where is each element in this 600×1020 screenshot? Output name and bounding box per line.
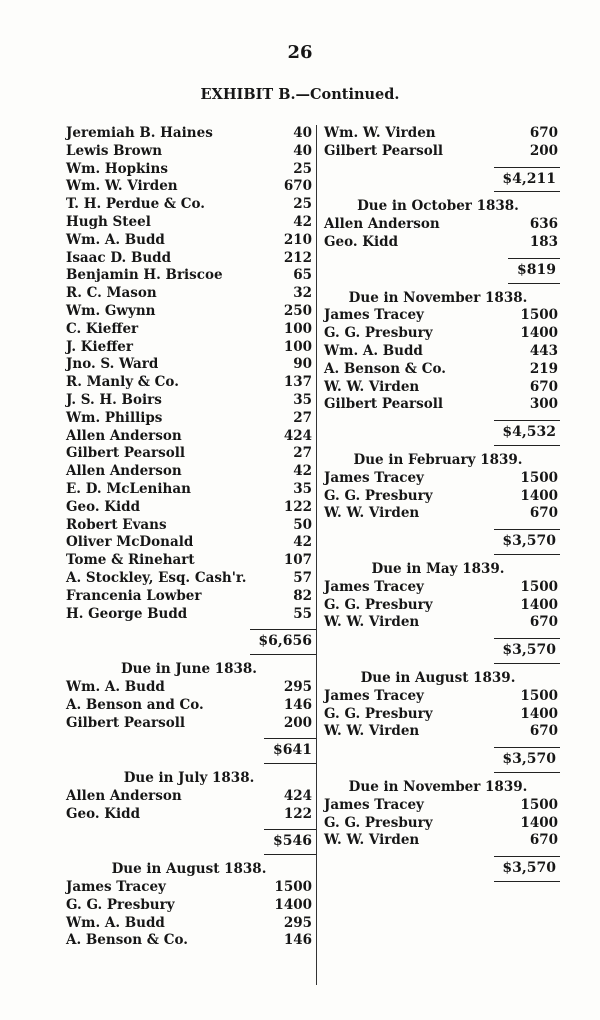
- june-1838-heading: Due in June 1838.: [120, 661, 258, 678]
- entry-amount: 200: [283, 714, 312, 731]
- entry-amount: 35: [293, 480, 312, 497]
- ledger-entry: [62, 697, 316, 715]
- ledger-entry: [316, 216, 560, 234]
- ledger-entry: [316, 234, 560, 252]
- february-1839-heading: Due in February 1839.: [353, 451, 523, 468]
- ledger-entry: [316, 343, 560, 361]
- main-total: $6,656: [62, 629, 316, 655]
- entry-name: James Tracey: [324, 307, 424, 324]
- entry-amount: 27: [293, 409, 312, 426]
- ledger-entry: [316, 470, 560, 488]
- november-1839-total: $3,570: [316, 856, 560, 882]
- entry-amount: 55: [293, 605, 312, 622]
- ledger-entry: [316, 614, 560, 632]
- ledger-entry: [316, 688, 560, 706]
- ledger-entry: [62, 161, 316, 179]
- ledger-entry: [62, 143, 316, 161]
- entry-amount: 100: [283, 338, 312, 355]
- may-1839-entries: [316, 579, 560, 632]
- entry-name: Wm. Hopkins: [66, 160, 168, 177]
- ledger-entry: [62, 178, 316, 196]
- ledger-entry: [316, 832, 560, 850]
- entry-name: C. Kieffer: [66, 320, 139, 337]
- august-1838-heading: Due in August 1838.: [111, 861, 267, 878]
- entry-amount: 1400: [520, 487, 558, 504]
- entry-name: Hugh Steel: [66, 213, 151, 230]
- october-1838-entries: [316, 216, 560, 252]
- ledger-entry: [62, 806, 316, 824]
- entry-name: Lewis Brown: [66, 142, 163, 159]
- october-1838-total: $819: [316, 258, 560, 284]
- ledger-entry: [62, 499, 316, 517]
- entry-amount: 65: [293, 267, 312, 284]
- entry-name: A. Stockley, Esq. Cash'r.: [66, 569, 247, 586]
- entry-amount: 40: [293, 125, 312, 141]
- ledger-entry: [316, 706, 560, 724]
- entry-amount: 82: [293, 587, 312, 604]
- entry-name: James Tracey: [66, 879, 166, 896]
- entry-amount: 146: [283, 696, 312, 713]
- continued-entries: [316, 125, 560, 161]
- ledger-entry: [62, 303, 316, 321]
- ledger-entry: [62, 321, 316, 339]
- ledger-entry: [316, 505, 560, 523]
- entry-name: Allen Anderson: [66, 787, 182, 804]
- entry-amount: 42: [293, 213, 312, 230]
- entry-amount: 57: [293, 569, 312, 586]
- ledger-entry: [62, 897, 316, 915]
- entry-name: J. S. H. Boirs: [66, 391, 162, 408]
- main-entries: [62, 125, 316, 623]
- exhibit-title: EXHIBIT B.—Continued.: [200, 86, 400, 103]
- ledger-entry: [316, 597, 560, 615]
- ledger-entry: [62, 125, 316, 143]
- entry-name: W. W. Virden: [324, 723, 420, 740]
- entry-name: G. G. Presbury: [66, 896, 175, 913]
- entry-amount: 443: [529, 342, 558, 359]
- may-1839-heading: Due in May 1839.: [371, 560, 505, 577]
- entry-name: Gilbert Pearsoll: [66, 714, 185, 731]
- ledger-entry: [62, 570, 316, 588]
- entry-amount: 1500: [520, 687, 558, 704]
- entry-amount: 200: [529, 142, 558, 159]
- ledger-entry: [316, 579, 560, 597]
- entry-name: Jeremiah B. Haines: [66, 125, 213, 141]
- entry-name: Gilbert Pearsoll: [66, 445, 185, 462]
- november-1838-entries: [316, 307, 560, 414]
- entry-amount: 1500: [520, 469, 558, 486]
- entry-name: W. W. Virden: [324, 378, 420, 395]
- ledger-entry: [62, 374, 316, 392]
- entry-name: A. Benson & Co.: [66, 932, 188, 949]
- entry-amount: 1400: [520, 705, 558, 722]
- ledger-entry: [62, 534, 316, 552]
- entry-name: Geo. Kidd: [66, 805, 141, 822]
- july-1838-heading: Due in July 1838.: [123, 770, 255, 787]
- entry-amount: 670: [529, 505, 558, 522]
- ledger-entry: [316, 815, 560, 833]
- entry-name: Allen Anderson: [66, 427, 182, 444]
- entry-amount: 1400: [274, 896, 312, 913]
- entry-name: Wm. Gwynn: [66, 302, 156, 319]
- ledger-entry: [316, 723, 560, 741]
- entry-name: Tome & Rinehart: [66, 552, 195, 569]
- entry-name: Geo. Kidd: [66, 498, 141, 515]
- entry-amount: 1500: [520, 796, 558, 813]
- entry-amount: 670: [529, 378, 558, 395]
- entry-name: Allen Anderson: [66, 463, 182, 480]
- ledger-entry: [316, 143, 560, 161]
- entry-name: Wm. Phillips: [66, 409, 163, 426]
- ledger-entry: [62, 392, 316, 410]
- ledger-entry: [62, 410, 316, 428]
- entry-amount: 670: [529, 614, 558, 631]
- entry-name: A. Benson and Co.: [66, 696, 204, 713]
- entry-name: James Tracey: [324, 796, 424, 813]
- entry-amount: 670: [529, 723, 558, 740]
- ledger-entry: [62, 552, 316, 570]
- entry-amount: 212: [283, 249, 312, 266]
- entry-amount: 670: [283, 178, 312, 195]
- entry-amount: 636: [529, 216, 558, 233]
- ledger-entry: [62, 606, 316, 624]
- entry-name: W. W. Virden: [324, 614, 420, 631]
- page-number: 26: [287, 42, 313, 63]
- entry-name: G. G. Presbury: [324, 487, 433, 504]
- entry-amount: 42: [293, 534, 312, 551]
- ledger-entry: [62, 679, 316, 697]
- entry-name: Isaac D. Budd: [66, 249, 172, 266]
- entry-name: Wm. W. Virden: [66, 178, 178, 195]
- ledger-entry: [316, 307, 560, 325]
- entry-name: Benjamin H. Briscoe: [66, 267, 223, 284]
- left-column: [62, 125, 317, 985]
- february-1839-total: $3,570: [316, 529, 560, 555]
- ledger-entry: [62, 463, 316, 481]
- entry-amount: 25: [293, 160, 312, 177]
- entry-amount: 1500: [520, 307, 558, 324]
- entry-name: Oliver McDonald: [66, 534, 194, 551]
- october-1838-heading: Due in October 1838.: [357, 198, 519, 215]
- entry-name: E. D. McLenihan: [66, 480, 191, 497]
- ledger-entry: [316, 797, 560, 815]
- entry-amount: 1400: [520, 814, 558, 831]
- entry-name: Wm. A. Budd: [324, 342, 423, 359]
- entry-amount: 670: [529, 832, 558, 849]
- entry-name: R. C. Mason: [66, 285, 157, 302]
- entry-name: H. George Budd: [66, 605, 188, 622]
- ledger-entry: [62, 879, 316, 897]
- entry-amount: 670: [529, 125, 558, 141]
- ledger-entry: [62, 517, 316, 535]
- entry-name: Gilbert Pearsoll: [324, 142, 443, 159]
- entry-name: R. Manly & Co.: [66, 374, 179, 391]
- ledger-entry: [62, 250, 316, 268]
- august-1839-total: $3,570: [316, 747, 560, 773]
- november-1838-total: $4,532: [316, 420, 560, 446]
- november-1838-heading: Due in November 1838.: [348, 289, 528, 306]
- ledger-entry: [62, 428, 316, 446]
- june-1838-entries: [62, 679, 316, 732]
- august-1839-entries: [316, 688, 560, 741]
- ledger-entry: [316, 125, 560, 143]
- ledger-entry: [316, 361, 560, 379]
- entry-amount: 146: [283, 932, 312, 949]
- ledger-entry: [62, 214, 316, 232]
- entry-name: G. G. Presbury: [324, 814, 433, 831]
- entry-amount: 424: [283, 427, 312, 444]
- entry-amount: 295: [283, 914, 312, 931]
- right-column: [316, 125, 560, 886]
- entry-name: Francenia Lowber: [66, 587, 202, 604]
- entry-name: G. G. Presbury: [324, 596, 433, 613]
- ledger-entry: [62, 915, 316, 933]
- entry-amount: 40: [293, 142, 312, 159]
- entry-amount: 1500: [520, 578, 558, 595]
- entry-amount: 42: [293, 463, 312, 480]
- ledger-entry: [62, 481, 316, 499]
- ledger-entry: [62, 285, 316, 303]
- entry-name: Wm. A. Budd: [66, 231, 165, 248]
- november-1839-entries: [316, 797, 560, 850]
- entry-amount: 1400: [520, 596, 558, 613]
- february-1839-entries: [316, 470, 560, 523]
- august-1839-heading: Due in August 1839.: [360, 669, 516, 686]
- entry-amount: 210: [283, 231, 312, 248]
- entry-name: Wm. W. Virden: [324, 125, 436, 141]
- entry-name: G. G. Presbury: [324, 705, 433, 722]
- entry-amount: 100: [283, 320, 312, 337]
- entry-amount: 122: [283, 498, 312, 515]
- entry-amount: 219: [529, 360, 558, 377]
- may-1839-total: $3,570: [316, 638, 560, 664]
- ledger-entry: [62, 339, 316, 357]
- ledger-entry: [62, 932, 316, 950]
- entry-amount: 35: [293, 391, 312, 408]
- entry-name: Jno. S. Ward: [66, 356, 159, 373]
- continued-total: $4,211: [316, 167, 560, 193]
- november-1839-heading: Due in November 1839.: [348, 778, 528, 795]
- ledger-entry: [62, 715, 316, 733]
- entry-name: A. Benson & Co.: [324, 360, 446, 377]
- ledger-entry: [316, 396, 560, 414]
- entry-amount: 300: [529, 396, 558, 413]
- entry-name: T. H. Perdue & Co.: [66, 196, 205, 213]
- entry-name: Wm. A. Budd: [66, 678, 165, 695]
- entry-amount: 122: [283, 805, 312, 822]
- ledger-entry: [62, 232, 316, 250]
- entry-amount: 295: [283, 678, 312, 695]
- entry-amount: 50: [293, 516, 312, 533]
- entry-amount: 1500: [274, 879, 312, 896]
- ledger-entry: [316, 379, 560, 397]
- ledger-entry: [316, 325, 560, 343]
- entry-amount: 250: [283, 302, 312, 319]
- ledger-entry: [62, 588, 316, 606]
- entry-amount: 27: [293, 445, 312, 462]
- entry-name: W. W. Virden: [324, 505, 420, 522]
- july-1838-entries: [62, 788, 316, 824]
- entry-name: Wm. A. Budd: [66, 914, 165, 931]
- august-1838-entries: [62, 879, 316, 950]
- entry-name: G. G. Presbury: [324, 325, 433, 342]
- entry-amount: 137: [283, 374, 312, 391]
- entry-name: James Tracey: [324, 469, 424, 486]
- ledger-entry: [62, 788, 316, 806]
- ledger-entry: [62, 267, 316, 285]
- ledger-entry: [62, 356, 316, 374]
- entry-amount: 90: [293, 356, 312, 373]
- entry-name: James Tracey: [324, 578, 424, 595]
- ledger-entry: [316, 488, 560, 506]
- entry-name: James Tracey: [324, 687, 424, 704]
- entry-amount: 1400: [520, 325, 558, 342]
- entry-name: Robert Evans: [66, 516, 167, 533]
- entry-name: Allen Anderson: [324, 216, 440, 233]
- july-1838-total: $546: [62, 829, 316, 855]
- entry-amount: 424: [283, 787, 312, 804]
- ledger-entry: [62, 445, 316, 463]
- entry-name: J. Kieffer: [66, 338, 133, 355]
- entry-amount: 25: [293, 196, 312, 213]
- june-1838-total: $641: [62, 738, 316, 764]
- entry-name: Geo. Kidd: [324, 233, 399, 250]
- entry-amount: 32: [293, 285, 312, 302]
- entry-amount: 183: [529, 233, 558, 250]
- entry-amount: 107: [283, 552, 312, 569]
- ledger-entry: [62, 196, 316, 214]
- entry-name: Gilbert Pearsoll: [324, 396, 443, 413]
- entry-name: W. W. Virden: [324, 832, 420, 849]
